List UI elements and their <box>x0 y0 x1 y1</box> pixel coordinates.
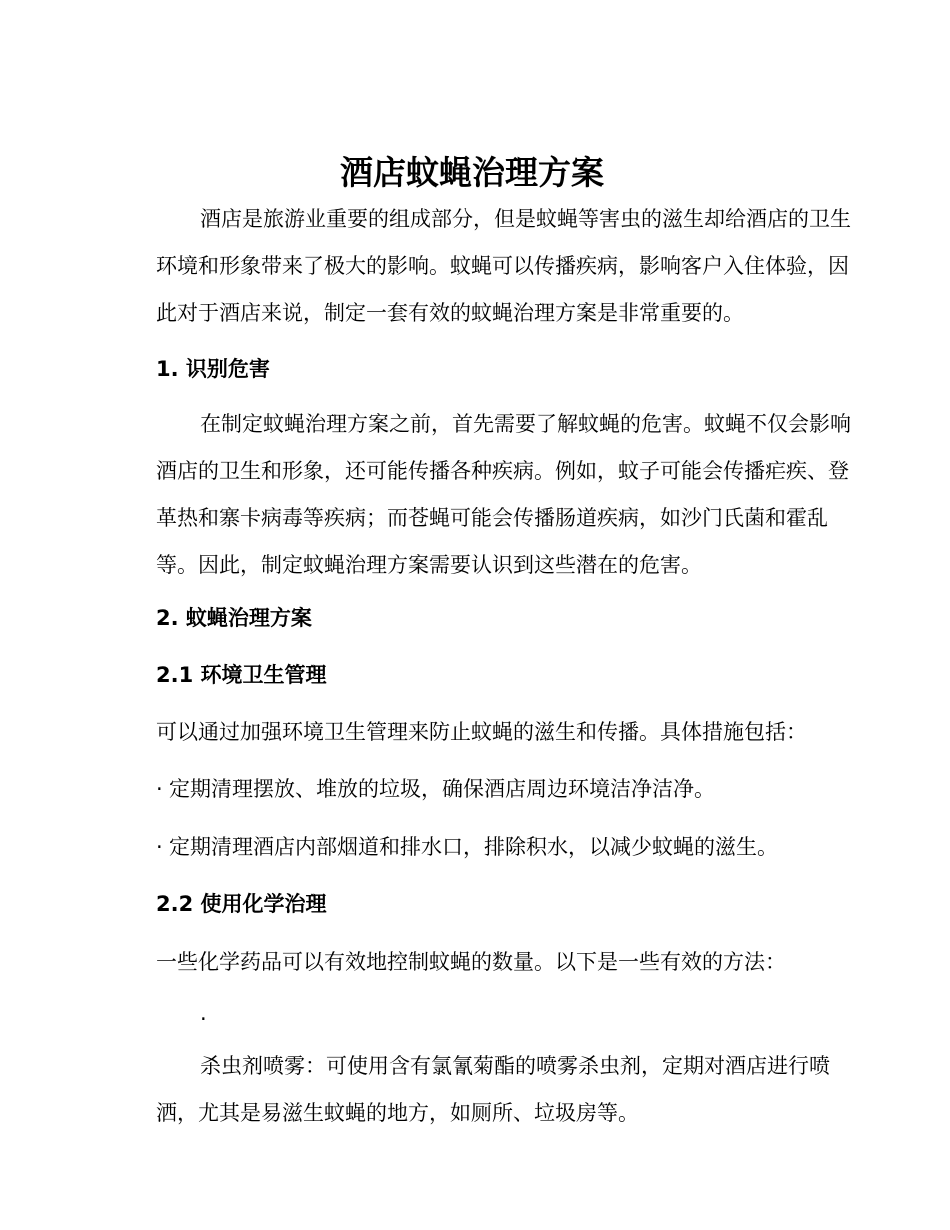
section-2-1-heading: 2.1 环境卫生管理 <box>156 663 327 687</box>
section-1-line-1: 在制定蚊蝇治理方案之前，首先需要了解蚊蝇的危害。蚊蝇不仅会影响 <box>200 412 851 436</box>
section-1-heading: 1. 识别危害 <box>156 357 270 381</box>
intro-line-2: 环境和形象带来了极大的影响。蚊蝇可以传播疾病，影响客户入住体验，因 <box>156 254 849 278</box>
bullet-text: 定期清理摆放、堆放的垃圾，确保酒店周边环境洁净洁净。 <box>169 777 715 801</box>
intro-line-3: 此对于酒店来说，制定一套有效的蚊蝇治理方案是非常重要的。 <box>156 301 744 325</box>
section-2-1-bullet-1 <box>156 774 715 804</box>
intro-paragraph <box>112 196 851 337</box>
section-2-2-bullet-line-1 <box>112 996 832 1090</box>
section-1-line-3: 革热和寨卡病毒等疾病；而苍蝇可能会传播肠道疾病，如沙门氏菌和霍乱 <box>156 506 828 530</box>
document-title: 酒店蚊蝇治理方案 <box>340 153 604 192</box>
bullet-text: 定期清理酒店内部烟道和排水口，排除积水，以减少蚊蝇的滋生。 <box>169 835 778 859</box>
section-2-2-bullet-1 <box>112 996 832 1137</box>
section-2-1-intro: 可以通过加强环境卫生管理来防止蚊蝇的滋生和传播。具体措施包括： <box>156 720 807 744</box>
section-1-line-2: 酒店的卫生和形象，还可能传播各种疾病。例如，蚊子可能会传播疟疾、登 <box>156 459 849 483</box>
section-2-1-bullet-2 <box>156 832 778 862</box>
intro-line-1: 酒店是旅游业重要的组成部分，但是蚊蝇等害虫的滋生却给酒店的卫生 <box>200 207 851 231</box>
section-2-2-heading: 2.2 使用化学治理 <box>156 892 327 916</box>
bullet-text: 杀虫剂喷雾：可使用含有氯氰菊酯的喷雾杀虫剂，定期对酒店进行喷 <box>200 1054 830 1078</box>
section-2-2-bullet-line-2: 洒，尤其是易滋生蚊蝇的地方，如厕所、垃圾房等。 <box>156 1101 639 1125</box>
bullet-dot-icon: · <box>156 777 163 801</box>
section-2-heading: 2. 蚊蝇治理方案 <box>156 606 312 630</box>
section-1-line-4: 等。因此，制定蚊蝇治理方案需要认识到这些潜在的危害。 <box>156 553 702 577</box>
section-2-2-intro: 一些化学药品可以有效地控制蚊蝇的数量。以下是一些有效的方法： <box>156 950 786 974</box>
bullet-dot-icon: · <box>156 835 163 859</box>
section-1-paragraph <box>112 401 851 589</box>
bullet-dot-icon: · <box>200 1007 207 1031</box>
